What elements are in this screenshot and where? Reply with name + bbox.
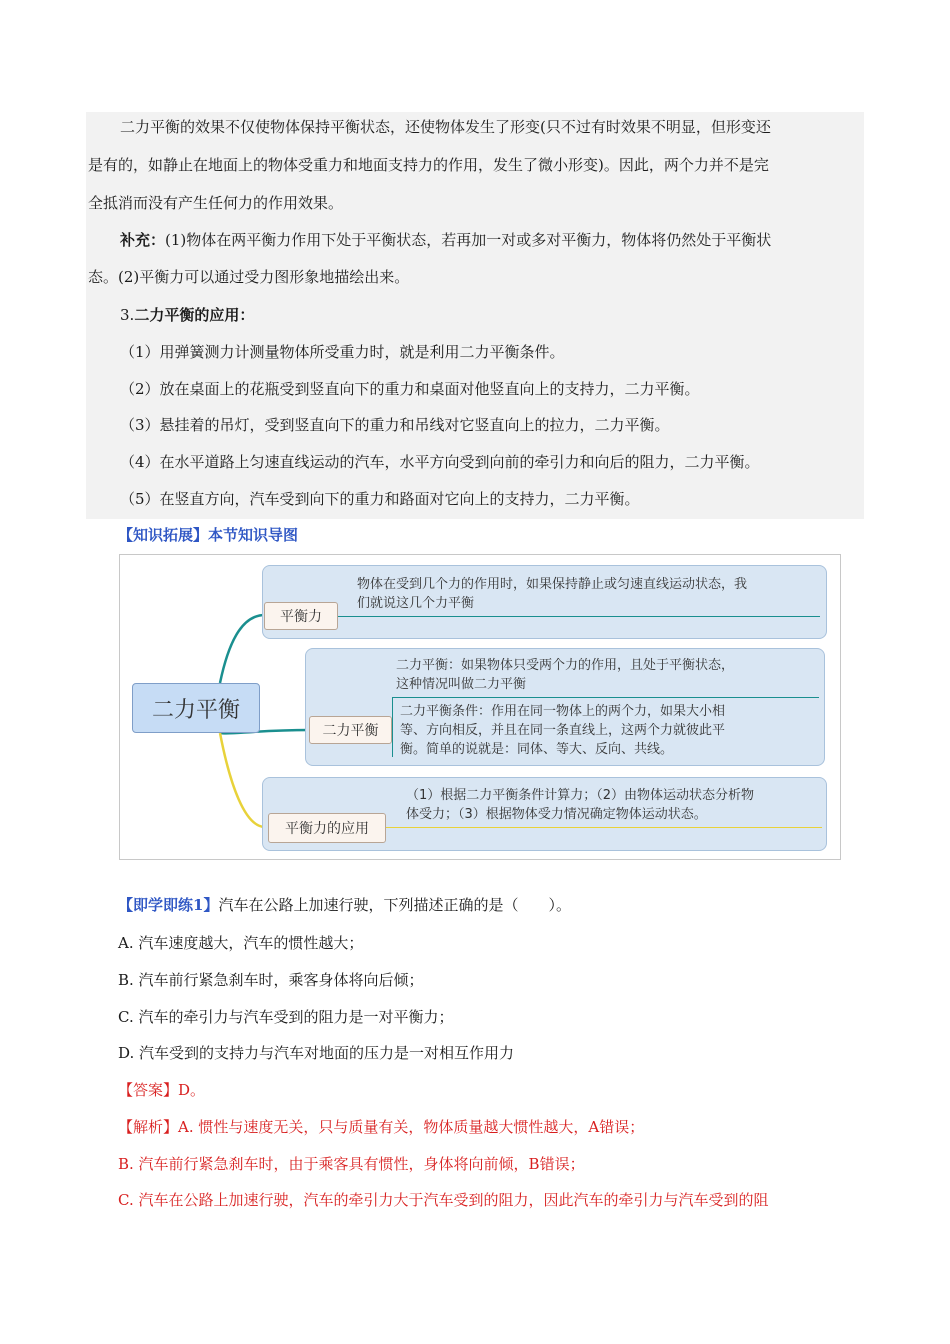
- analysis-line-3: C. 汽车在公路上加速行驶，汽车的牵引力大于汽车受到的阻力，因此汽车的牵引力与汽车受到的阻: [118, 1191, 769, 1209]
- root-node: 二力平衡: [132, 683, 260, 733]
- supplement-line-1: [120, 230, 771, 250]
- two-force-divider: [392, 697, 393, 757]
- option-a: A. 汽车速度越大，汽车的惯性越大；: [118, 934, 364, 952]
- analysis-line-2: B. 汽车前行紧急刹车时，由于乘客具有惯性，身体将向前倾，B错误；: [118, 1155, 585, 1173]
- mind-map: [119, 554, 841, 860]
- intro-line-1: 二力平衡的效果不仅使物体保持平衡状态，还使物体发生了形变(只不过有时效果不明显，但形变还: [120, 118, 771, 136]
- two-force-def-underline: [392, 697, 819, 698]
- two-force-cond-line-2: 等、方向相反，并且在同一条直线上，这两个力就彼此平: [400, 723, 726, 738]
- supplement-text-1: (1)物体在两平衡力作用下处于平衡状态，若再加一对或多对平衡力，物体将仍然处于平衡状: [165, 231, 772, 249]
- option-c: C. 汽车的牵引力与汽车受到的阻力是一对平衡力；: [118, 1008, 454, 1026]
- option-d: D. 汽车受到的支持力与汽车对地面的压力是一对相互作用力: [118, 1044, 515, 1062]
- connector-balance-force: [220, 615, 265, 683]
- balance-force-node: 平衡力: [264, 602, 338, 630]
- intro-line-2: 是有的，如静止在地面上的物体受重力和地面支持力的作用，发生了微小形变)。因此，两个力并不是完: [88, 156, 769, 174]
- answer-tag: 【答案】: [118, 1081, 179, 1099]
- option-b: B. 汽车前行紧急刹车时，乘客身体将向后倾；: [118, 971, 424, 989]
- application-line-2: 体受力；（3）根据物体受力情况确定物体运动状态。: [406, 807, 707, 822]
- supplement-label: 补充：: [120, 231, 166, 249]
- application-5: （5）在竖直方向，汽车受到向下的重力和路面对它向上的支持力，二力平衡。: [120, 490, 640, 508]
- knowledge-heading: 【知识拓展】本节知识导图: [118, 526, 299, 544]
- connector-application: [220, 733, 265, 827]
- two-force-def-line-2: 这种情况叫做二力平衡: [396, 677, 527, 692]
- application-2: （2）放在桌面上的花瓶受到竖直向下的重力和桌面对他竖直向上的支持力，二力平衡。: [120, 380, 700, 398]
- section-title: 二力平衡的应用：: [134, 306, 255, 324]
- answer-value: D。: [178, 1081, 206, 1099]
- two-force-node: 二力平衡: [309, 716, 392, 744]
- exercise-question: 汽车在公路上加速行驶，下列描述正确的是（ ）。: [218, 896, 571, 914]
- supplement-line-2: 态。(2)平衡力可以通过受力图形象地描绘出来。: [88, 268, 410, 286]
- two-force-def-line-1: 二力平衡：如果物体只受两个力的作用，且处于平衡状态，: [396, 658, 735, 673]
- exercise-tag: 【即学即练1】: [118, 896, 219, 914]
- balance-force-underline: [338, 616, 820, 617]
- balance-force-line-2: 们就说这几个力平衡: [357, 596, 475, 611]
- application-1: （1）用弹簧测力计测量物体所受重力时，就是利用二力平衡条件。: [120, 343, 565, 361]
- application-4: （4）在水平道路上匀速直线运动的汽车，水平方向受到向前的牵引力和向后的阻力，二力平衡。: [120, 453, 760, 471]
- balance-force-line-1: 物体在受到几个力的作用时，如果保持静止或匀速直线运动状态，我: [357, 577, 748, 592]
- analysis-line-1: [118, 1117, 644, 1137]
- two-force-cond-line-1: 二力平衡条件：作用在同一物体上的两个力，如果大小相: [400, 704, 726, 719]
- section-heading: [120, 305, 254, 325]
- analysis-text-1: A. 惯性与速度无关，只与质量有关，物体质量越大惯性越大，A错误；: [178, 1118, 645, 1136]
- application-3: （3）悬挂着的吊灯，受到竖直向下的重力和吊线对它竖直向上的拉力，二力平衡。: [120, 416, 670, 434]
- analysis-tag: 【解析】: [118, 1118, 179, 1136]
- application-underline: [385, 827, 822, 828]
- two-force-cond-line-3: 衡。简单的说就是：同体、等大、反向、共线。: [400, 742, 674, 757]
- answer-line: [118, 1080, 205, 1100]
- section-number: 3.: [120, 306, 135, 324]
- intro-line-3: 全抵消而没有产生任何力的作用效果。: [88, 194, 344, 212]
- application-node: 平衡力的应用: [268, 813, 386, 843]
- exercise-question-line: [118, 895, 571, 915]
- application-line-1: （1）根据二力平衡条件计算力；（2）由物体运动状态分析物: [406, 788, 755, 803]
